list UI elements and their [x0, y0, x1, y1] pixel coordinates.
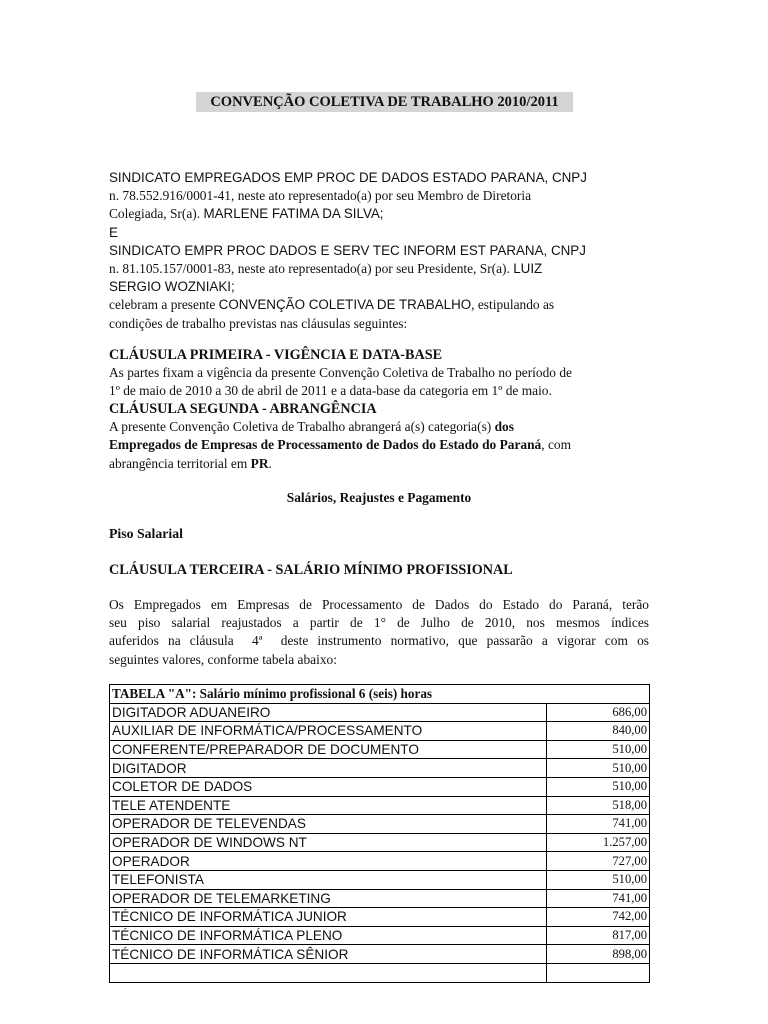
party-1-rep-text: Colegiada, Sr(a).: [109, 206, 204, 222]
table-cell-role: TÉCNICO DE INFORMÁTICA SÊNIOR: [110, 945, 547, 964]
table-cell-role: OPERADOR DE TELEMARKETING: [110, 889, 547, 908]
conjunction-e: E: [109, 224, 118, 240]
parties-paragraph: [109, 169, 649, 333]
table-row: [110, 908, 650, 927]
clause-2-bold-a: dos: [494, 419, 514, 435]
table-row: [110, 833, 650, 852]
table-row: [110, 926, 650, 945]
table-cell-value: 817,00: [547, 926, 650, 945]
salary-table: [109, 684, 650, 983]
table-row: [110, 759, 650, 778]
table-row: [110, 945, 650, 964]
clause-2-text-c: abrangência territorial em: [109, 455, 251, 471]
celebram-convention: CONVENÇÃO COLETIVA DE TRABALHO: [218, 297, 472, 313]
table-cell-role: DIGITADOR ADUANEIRO: [110, 703, 547, 722]
table-cell-role: TÉCNICO DE INFORMÁTICA PLENO: [110, 926, 547, 945]
clause-2-heading: CLÁUSULA SEGUNDA - ABRANGÊNCIA: [109, 401, 377, 417]
celebram-text-b: , estipulando as: [471, 297, 555, 313]
table-cell-value: 898,00: [547, 945, 650, 964]
celebram-line: [109, 296, 649, 314]
clause-1: [109, 346, 649, 401]
table-cell-role: OPERADOR: [110, 852, 547, 871]
party-2-name: SINDICATO EMPR PROC DADOS E SERV TEC INFORM EST PARANA, CNPJ: [109, 242, 586, 258]
party-2-cnpj-line: [109, 260, 649, 278]
table-cell-value: 741,00: [547, 815, 650, 834]
document-title: CONVENÇÃO COLETIVA DE TRABALHO 2010/2011: [196, 92, 573, 112]
celebram-text-a: celebram a presente: [109, 297, 219, 313]
table-row: [110, 796, 650, 815]
table-cell-role: CONFERENTE/PREPARADOR DE DOCUMENTO: [110, 740, 547, 759]
clause-3-line-1: Os Empregados em Empresas de Processamento de Dados do Estado do Paraná, terão: [109, 597, 649, 612]
table-row: [110, 889, 650, 908]
table-cell-value: [547, 963, 650, 982]
table-cell-value: 840,00: [547, 722, 650, 741]
table-row: [110, 740, 650, 759]
clause-1-line-2: 1º de maio de 2010 a 30 de abril de 2011 e a data-base da categoria em 1º de maio.: [109, 383, 552, 399]
table-cell-value: 510,00: [547, 759, 650, 778]
table-cell-role: OPERADOR DE WINDOWS NT: [110, 833, 547, 852]
clause-2-text-d: .: [268, 455, 272, 471]
table-cell-value: 741,00: [547, 889, 650, 908]
party-1-name: SINDICATO EMPREGADOS EMP PROC DE DADOS ESTADO PARANA, CNPJ: [109, 170, 587, 185]
table-caption-row: [110, 685, 650, 704]
table-cell-value: 1.257,00: [547, 833, 650, 852]
clause-2-line-1: [109, 418, 649, 436]
table-cell-value: 510,00: [547, 740, 650, 759]
table-cell-value: 742,00: [547, 908, 650, 927]
clause-2-line-3: [109, 455, 649, 473]
clause-1-line-1: As partes fixam a vigência da presente Convenção Coletiva de Trabalho no período de: [109, 365, 572, 381]
table-cell-role: TELEFONISTA: [110, 870, 547, 889]
table-row: [110, 722, 650, 741]
clause-3-body: [109, 596, 649, 669]
table-row: [110, 703, 650, 722]
subsection-title: Piso Salarial: [109, 526, 183, 541]
party-2-cnpj-text: n. 81.105.157/0001-83, neste ato representado(a) por seu Presidente, Sr(a).: [109, 261, 514, 277]
clause-1-heading: CLÁUSULA PRIMEIRA - VIGÊNCIA E DATA-BASE: [109, 347, 443, 363]
table-row: [110, 852, 650, 871]
clause-2-text-b: , com: [541, 437, 571, 453]
table-cell-role: TELE ATENDENTE: [110, 796, 547, 815]
table-cell-role: COLETOR DE DADOS: [110, 777, 547, 796]
table-row: [110, 777, 650, 796]
party-2-rep-name-1: LUIZ: [513, 261, 543, 277]
clause-2-bold-b: Empregados de Empresas de Processamento de Dados do Estado do Paraná: [109, 437, 542, 453]
clause-2-bold-c: PR: [250, 455, 269, 471]
table-row: [110, 963, 650, 982]
clause-2: [109, 400, 649, 473]
celebram-line-2: condições de trabalho previstas nas cláusulas seguintes:: [109, 315, 408, 331]
section-title: Salários, Reajustes e Pagamento: [286, 490, 472, 505]
party-1-cnpj-line: n. 78.552.916/0001-41, neste ato representado(a) por seu Membro de Diretoria: [109, 188, 532, 204]
table-cell-role: DIGITADOR: [110, 759, 547, 778]
clause-2-text-a: A presente Convenção Coletiva de Trabalho abrangerá a(s) categoria(s): [109, 419, 495, 435]
table-cell-role: OPERADOR DE TELEVENDAS: [110, 815, 547, 834]
party-2-rep-name-2: SERGIO WOZNIAKI;: [109, 279, 235, 295]
table-cell-value: 518,00: [547, 796, 650, 815]
party-1-representative-line: [109, 205, 649, 223]
clause-3-line-4: seguintes valores, conforme tabela abaixo:: [109, 651, 337, 667]
clause-3-heading: CLÁUSULA TERCEIRA - SALÁRIO MÍNIMO PROFISSIONAL: [109, 562, 513, 578]
table-caption: TABELA "A": Salário mínimo profissional 6 (seis) horas: [110, 685, 650, 704]
clause-3-line-3: auferidos na cláusula 4ª deste instrumento normativo, que passarão a vigorar com os: [109, 633, 649, 649]
clause-3-line-2: seu piso salarial reajustados a partir de 1° de Julho de 2010, nos mesmos índices: [109, 615, 649, 631]
party-1-rep-name: MARLENE FATIMA DA SILVA;: [203, 206, 384, 222]
table-cell-value: 686,00: [547, 703, 650, 722]
table-cell-role: AUXILIAR DE INFORMÁTICA/PROCESSAMENTO: [110, 722, 547, 741]
clause-2-line-2: [109, 436, 649, 454]
table-row: [110, 815, 650, 834]
table-cell-role: TÉCNICO DE INFORMÁTICA JUNIOR: [110, 908, 547, 927]
table-row: [110, 870, 650, 889]
table-cell-value: 510,00: [547, 870, 650, 889]
table-cell-value: 510,00: [547, 777, 650, 796]
table-cell-role: [110, 963, 547, 982]
table-cell-value: 727,00: [547, 852, 650, 871]
